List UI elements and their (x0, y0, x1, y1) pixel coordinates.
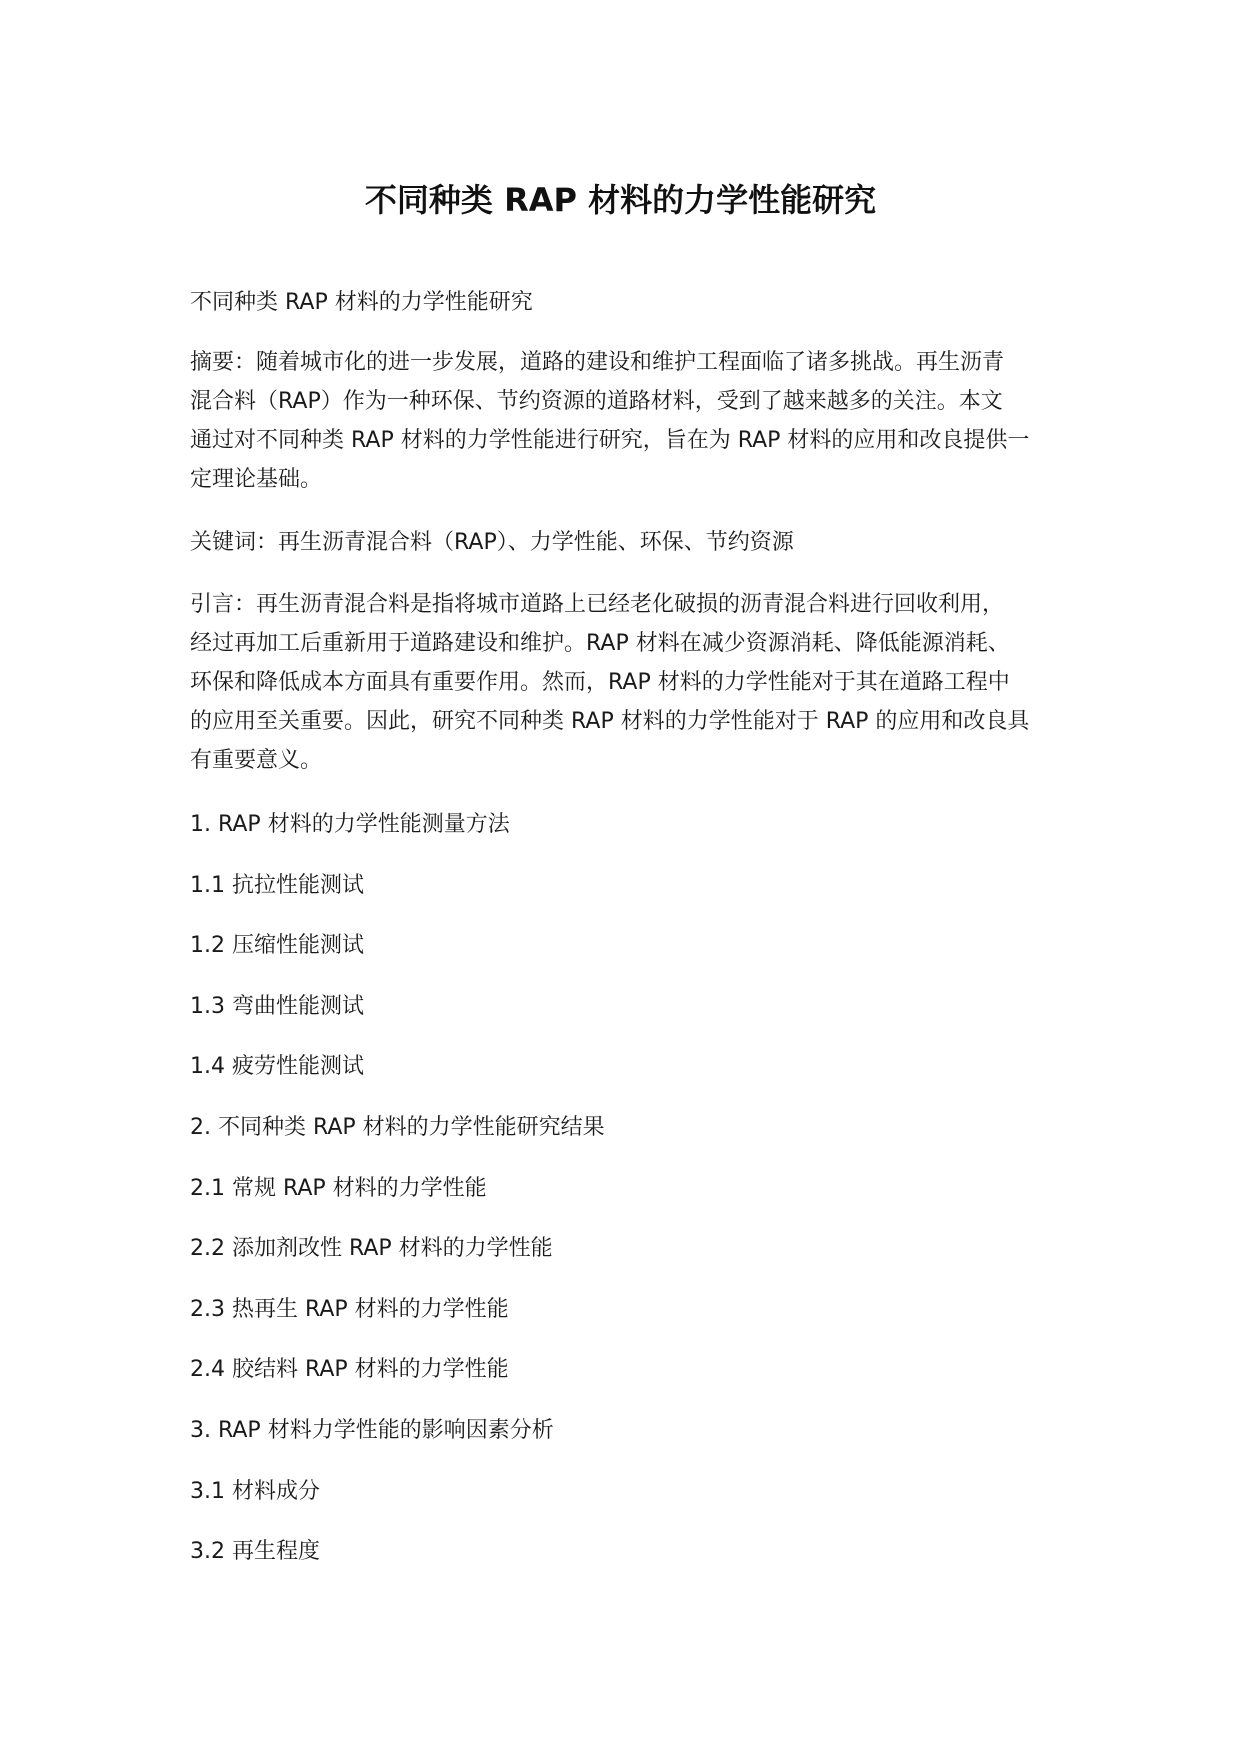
section-heading: 3.2 再生程度 (190, 1539, 320, 1564)
document-title: 不同种类 RAP 材料的力学性能研究 (364, 181, 877, 219)
subtitle-paragraph: 不同种类 RAP 材料的力学性能研究 (190, 290, 533, 315)
section-heading: 2.2 添加剂改性 RAP 材料的力学性能 (190, 1236, 553, 1261)
intro-line-4: 的应用至关重要。因此，研究不同种类 RAP 材料的力学性能对于 RAP 的应用和改良具 (190, 709, 1030, 734)
section-heading: 2.4 胶结料 RAP 材料的力学性能 (190, 1357, 509, 1382)
section-heading: 1. RAP 材料的力学性能测量方法 (190, 812, 510, 837)
abstract-line-4: 定理论基础。 (190, 467, 323, 492)
section-heading: 1.2 压缩性能测试 (190, 933, 364, 958)
abstract-line-1: 摘要：随着城市化的进一步发展，道路的建设和维护工程面临了诸多挑战。再生沥青 (190, 350, 1005, 375)
intro-line-3: 环保和降低成本方面具有重要作用。然而，RAP 材料的力学性能对于其在道路工程中 (190, 670, 1010, 695)
intro-line-5: 有重要意义。 (190, 748, 323, 773)
intro-line-1: 引言：再生沥青混合料是指将城市道路上已经老化破损的沥青混合料进行回收利用， (190, 592, 1005, 617)
keywords-paragraph: 关键词：再生沥青混合料（RAP）、力学性能、环保、节约资源 (190, 530, 794, 555)
abstract-line-2: 混合料（RAP）作为一种环保、节约资源的道路材料，受到了越来越多的关注。本文 (190, 389, 1003, 414)
section-heading: 3. RAP 材料力学性能的影响因素分析 (190, 1418, 554, 1443)
section-heading: 1.3 弯曲性能测试 (190, 994, 364, 1019)
section-heading: 2.3 热再生 RAP 材料的力学性能 (190, 1297, 509, 1322)
section-heading: 1.1 抗拉性能测试 (190, 873, 364, 898)
section-heading: 2. 不同种类 RAP 材料的力学性能研究结果 (190, 1115, 605, 1140)
section-heading: 1.4 疲劳性能测试 (190, 1054, 364, 1079)
section-heading: 3.1 材料成分 (190, 1479, 320, 1504)
intro-line-2: 经过再加工后重新用于道路建设和维护。RAP 材料在减少资源消耗、降低能源消耗、 (190, 631, 1010, 656)
abstract-line-3: 通过对不同种类 RAP 材料的力学性能进行研究，旨在为 RAP 材料的应用和改良提供一 (190, 428, 1030, 453)
section-heading: 2.1 常规 RAP 材料的力学性能 (190, 1176, 487, 1201)
